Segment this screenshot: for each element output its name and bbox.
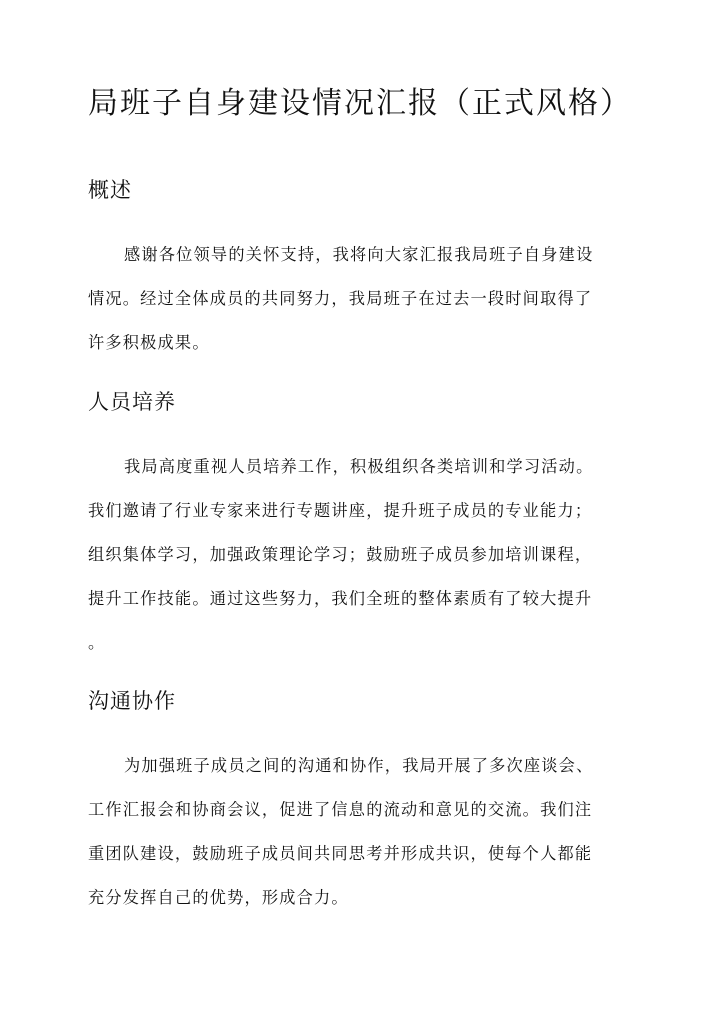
paragraph-line: 提升工作技能。通过这些努力，我们全班的整体素质有了较大提升 <box>88 589 593 608</box>
paragraph-line: 重团队建设，鼓励班子成员间共同思考并形成共识，使每个人都能 <box>88 844 593 863</box>
section-paragraph-personnel-training <box>88 445 593 665</box>
paragraph-line: 充分发挥自己的优势，形成合力。 <box>88 888 349 907</box>
paragraph-line: 我局高度重视人员培养工作，积极组织各类培训和学习活动。 <box>124 457 594 476</box>
paragraph-line: 组织集体学习，加强政策理论学习；鼓励班子成员参加培训课程， <box>88 545 593 564</box>
section-paragraph-overview <box>88 233 593 365</box>
paragraph-line: 感谢各位领导的关怀支持，我将向大家汇报我局班子自身建设 <box>124 245 594 264</box>
section-heading-overview: 概述 <box>88 178 132 202</box>
paragraph-line: 工作汇报会和协商会议，促进了信息的流动和意见的交流。我们注 <box>88 800 593 819</box>
paragraph-line: 我们邀请了行业专家来进行专题讲座，提升班子成员的专业能力； <box>88 501 593 520</box>
document-title: 局班子自身建设情况汇报（正式风格） <box>88 86 632 121</box>
paragraph-line: 许多积极成果。 <box>88 333 210 352</box>
paragraph-line: 情况。经过全体成员的共同努力，我局班子在过去一段时间取得了 <box>88 289 593 308</box>
section-heading-communication: 沟通协作 <box>88 689 176 713</box>
section-heading-personnel-training: 人员培养 <box>88 390 176 414</box>
paragraph-line: 。 <box>88 633 106 652</box>
section-paragraph-communication <box>88 744 593 920</box>
paragraph-line: 为加强班子成员之间的沟通和协作，我局开展了多次座谈会、 <box>124 756 594 775</box>
